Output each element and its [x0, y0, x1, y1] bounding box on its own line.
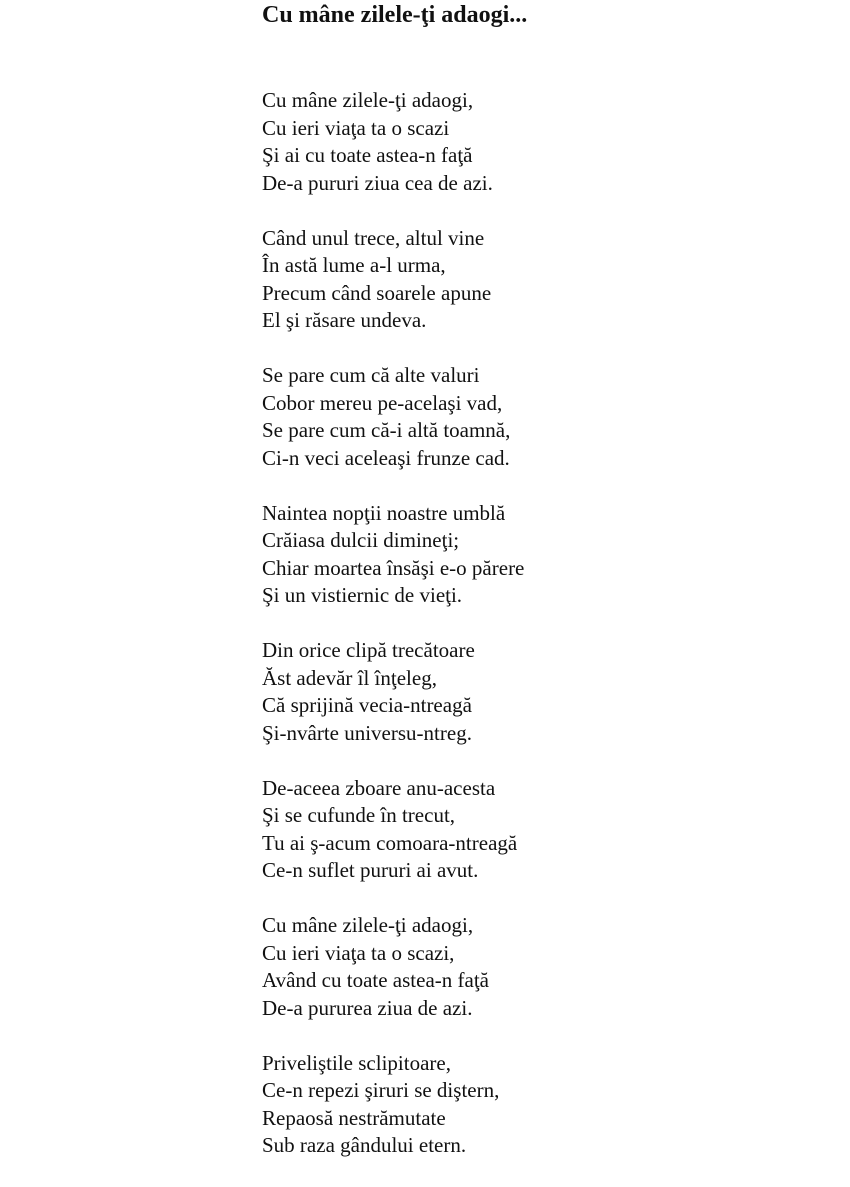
poem-line: Se pare cum că alte valuri: [262, 363, 480, 387]
poem-line: Cobor mereu pe-acelaşi vad,: [262, 390, 503, 415]
poem-title: Cu mâne zilele-ţi adaogi...: [262, 2, 528, 28]
poem-line: Din orice clipă trecătoare: [262, 638, 475, 662]
poem-line: Chiar moartea însăşi e-o părere: [262, 555, 525, 580]
poem-line: Ce-n suflet pururi ai avut.: [262, 858, 479, 882]
poem-line: Repaosă nestrămutate: [262, 1105, 446, 1130]
stanza: [262, 500, 822, 610]
poem-line: Ci-n veci aceleaşi frunze cad.: [262, 445, 510, 470]
poem-line: Cu ieri viaţa ta o scazi,: [262, 940, 455, 965]
poem-line: În astă lume a-l urma,: [262, 253, 446, 277]
stanza: [262, 1050, 822, 1160]
stanza: [262, 775, 822, 885]
stanza: [262, 637, 822, 747]
poem-line: El şi răsare undeva.: [262, 308, 427, 332]
poem-line: Ăst adevăr îl înţeleg,: [262, 665, 437, 690]
stanza: [262, 225, 822, 335]
poem-line: Când unul trece, altul vine: [262, 225, 485, 250]
poem-line: Naintea nopţii noastre umblă: [262, 500, 506, 525]
poem-line: Şi se cufunde în trecut,: [262, 803, 456, 827]
stanza: [262, 362, 822, 472]
poem-line: Cu ieri viaţa ta o scazi: [262, 115, 450, 140]
stanza: [262, 912, 822, 1022]
poem-line: Cu mâne zilele-ţi adaogi,: [262, 913, 474, 937]
poem-line: De-a pururea ziua de azi.: [262, 995, 473, 1020]
poem-line: Şi un vistiernic de vieţi.: [262, 583, 463, 607]
poem-line: Ce-n repezi şiruri se diştern,: [262, 1078, 500, 1102]
poem-line: Şi ai cu toate astea-n faţă: [262, 143, 473, 167]
poem-line: Precum când soarele apune: [262, 280, 492, 305]
poem-line: Priveliştile sclipitoare,: [262, 1050, 451, 1075]
poem-body: [262, 87, 822, 1187]
poem-line: Crăiasa dulcii dimineţi;: [262, 528, 460, 552]
poem-line: De-aceea zboare anu-acesta: [262, 775, 496, 800]
poem-line: Că sprijină vecia-ntreagă: [262, 693, 472, 717]
poem-line: Cu mâne zilele-ţi adaogi,: [262, 88, 474, 112]
poem-line: Tu ai ş-acum comoara-ntreagă: [262, 830, 518, 855]
poem-line: Se pare cum că-i altă toamnă,: [262, 418, 511, 442]
poem-line: Sub raza gândului etern.: [262, 1133, 467, 1157]
poem-line: Având cu toate astea-n faţă: [262, 968, 489, 992]
poem-line: Şi-nvârte universu-ntreg.: [262, 720, 472, 745]
stanza: [262, 87, 822, 197]
poem-line: De-a pururi ziua cea de azi.: [262, 170, 493, 195]
